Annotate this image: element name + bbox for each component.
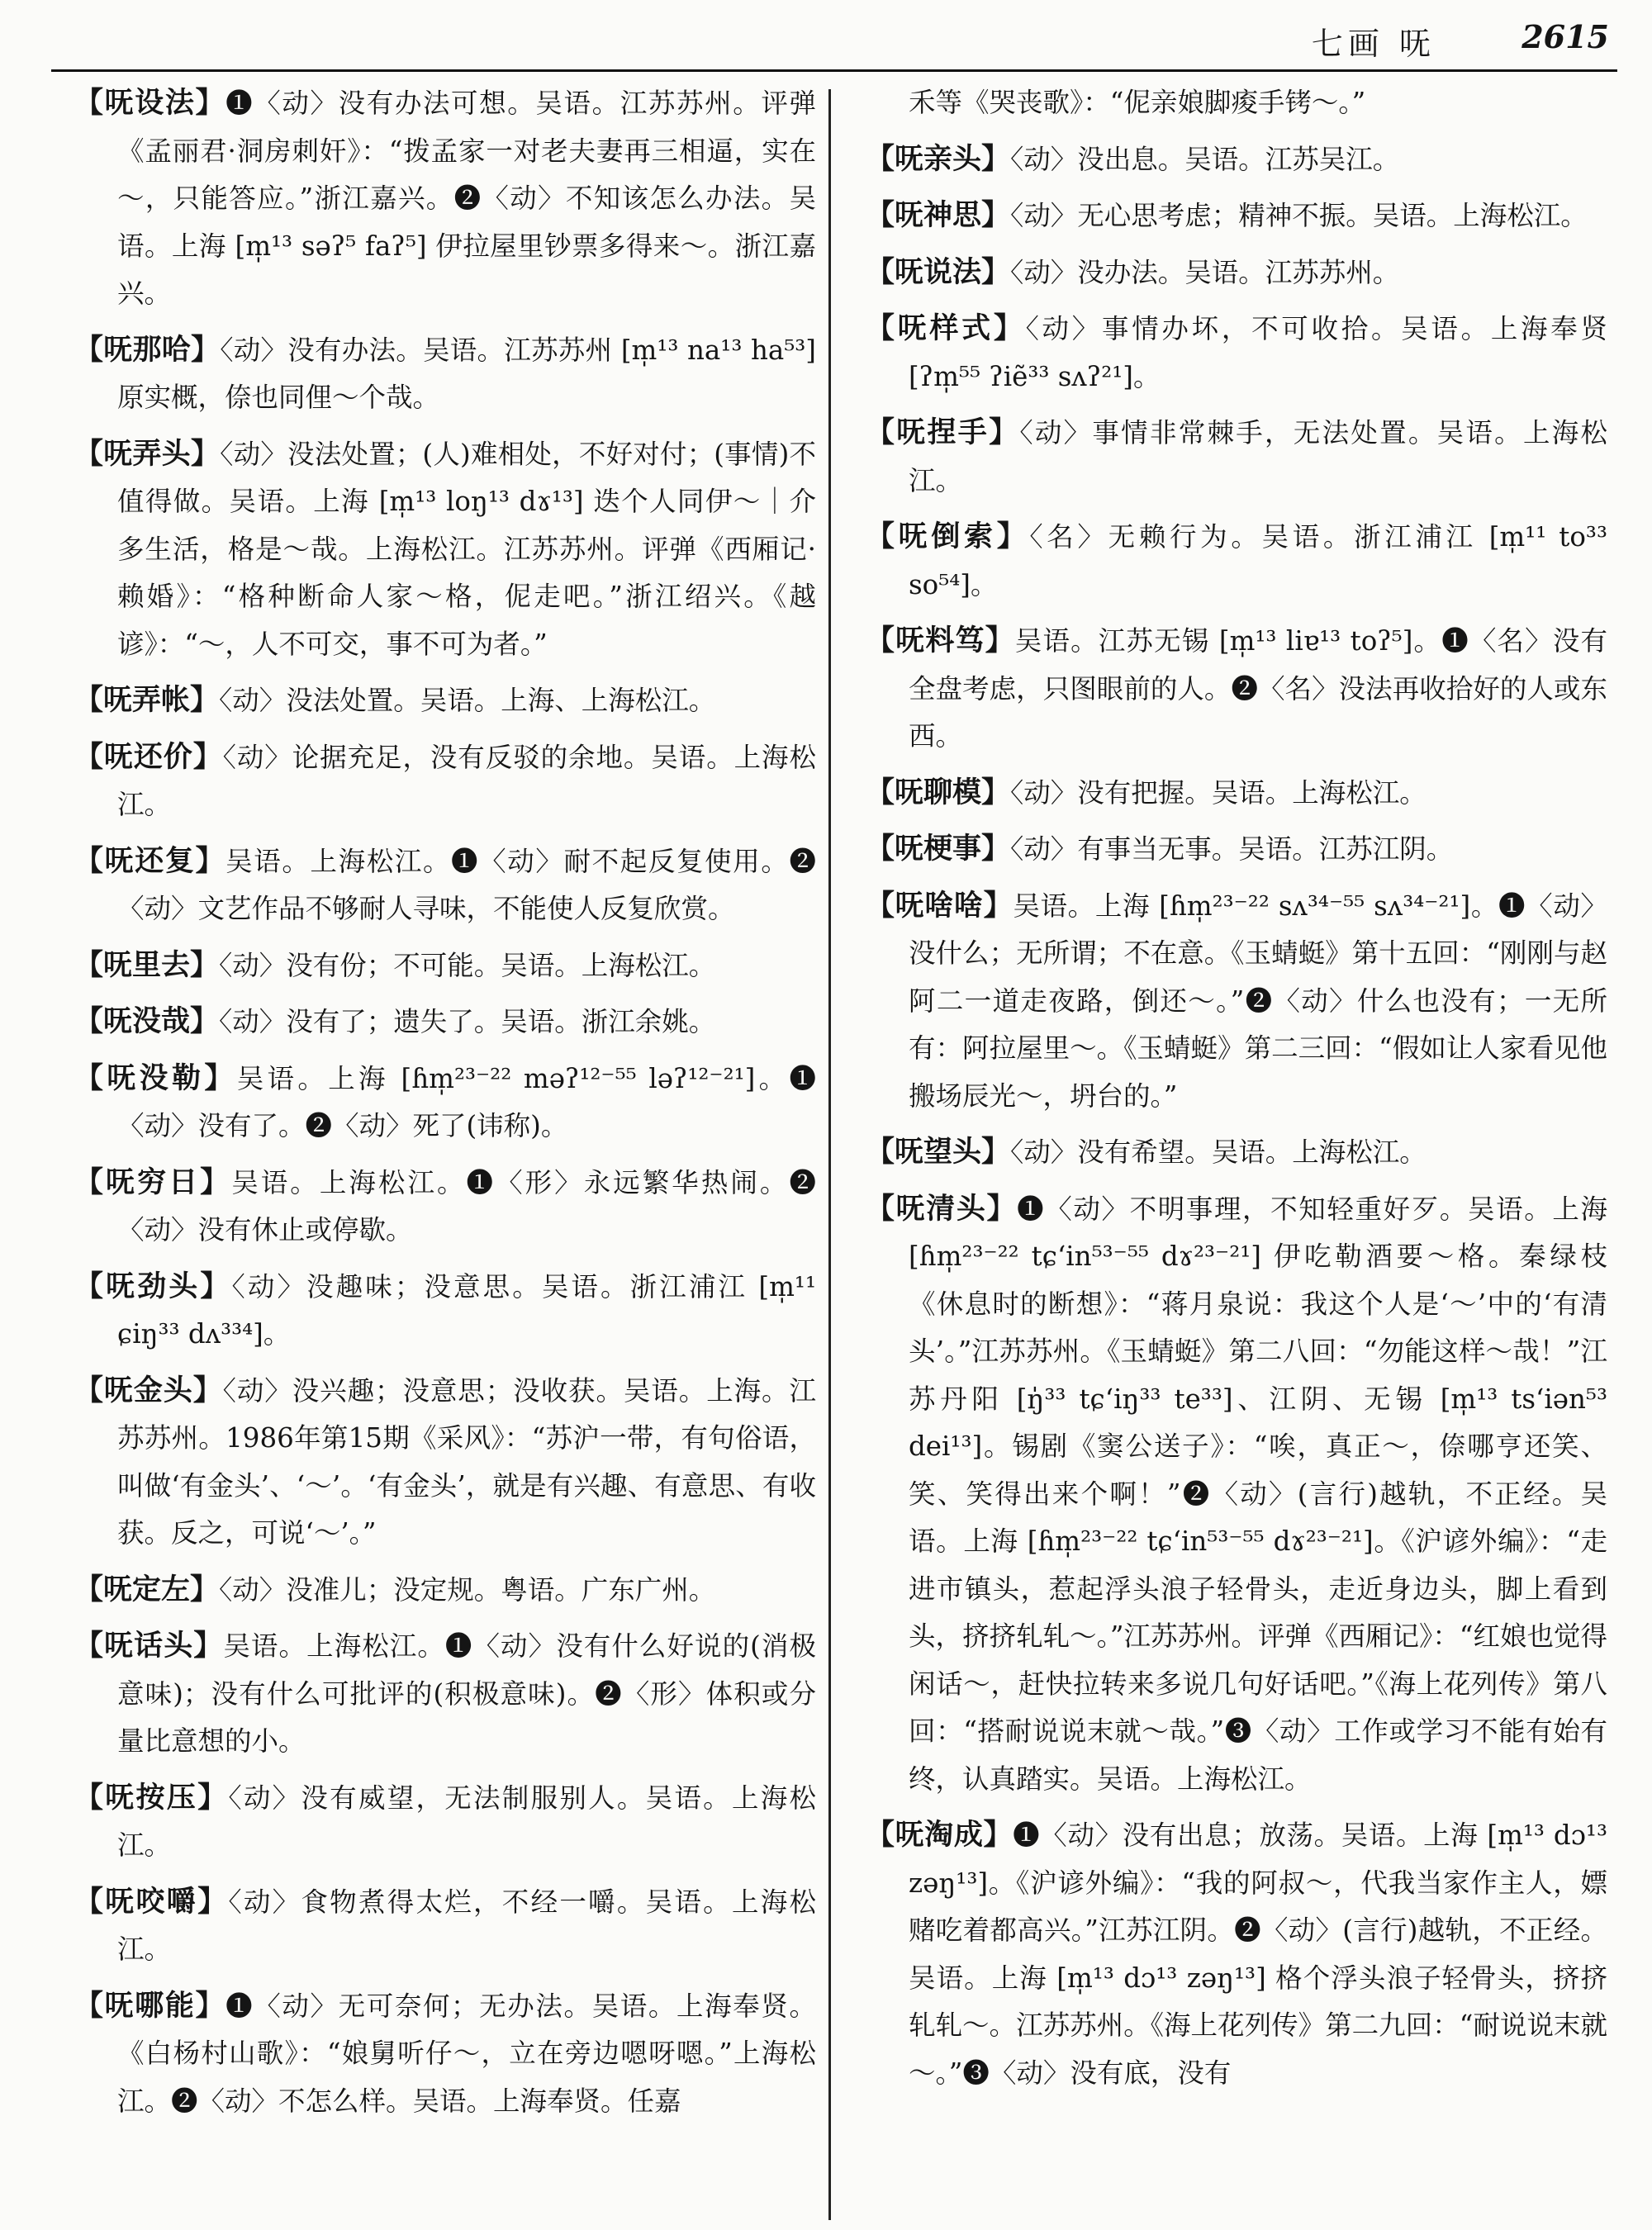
definition: 〈动〉没法处置；(人)难相处，不好对付；(事情)不值得做。吴语。上海 [m̩¹³ loŋ¹³ dɤ¹³] 迭个人同伊～｜介多生活，格是～哉。上海松江。江苏苏州。评弹《西厢记·赖婚》：“格种断命人家～格，伲走吧。”浙江绍兴。《越谚》：“～，人不可交，事不可为者。”	[117, 438, 816, 660]
header-rule	[51, 69, 1617, 72]
dictionary-entry	[74, 79, 816, 318]
headword: 【呒咬嚼】	[74, 1884, 229, 1919]
continued-entry	[866, 79, 1607, 127]
headword: 【呒设法】	[74, 86, 226, 120]
headword: 【呒亲头】	[866, 141, 1011, 176]
headword: 【呒没勒】	[74, 1060, 237, 1095]
definition: 〈动〉没趣味；没意思。吴语。浙江浦江 [m̩¹¹ ɕiŋ³³ dʌ³³⁴]。	[117, 1270, 816, 1350]
definition: 〈动〉有事当无事。吴语。江苏江阴。	[1010, 833, 1454, 865]
definition: 〈动〉事情办坏，不可收拾。吴语。上海奉贤 [ʔm̩⁵⁵ ʔiẽ³³ sʌʔ²¹]。	[909, 313, 1607, 392]
dictionary-entry	[74, 1055, 816, 1151]
section-title: 七画 呒	[1311, 26, 1436, 62]
definition: 吴语。上海松江。❶〈形〉永远繁华热闹。❷〈动〉没有休止或停歇。	[117, 1166, 816, 1245]
dictionary-entry	[74, 1878, 816, 1974]
headword: 【呒里去】	[74, 947, 220, 982]
headword: 【呒淘成】	[866, 1818, 1014, 1852]
definition: 吴语。江苏无锡 [m̩¹³ liɐ¹³ toʔ⁵]。❶〈名〉没有全盘考虑，只图眼前的人。❷〈名〉没法再收拾好的人或东西。	[909, 625, 1607, 752]
headword: 【呒聊模】	[866, 775, 1011, 809]
headword: 【呒穷日】	[74, 1165, 232, 1199]
headword: 【呒样式】	[866, 311, 1026, 345]
headword: 【呒按压】	[74, 1780, 229, 1815]
dictionary-entry	[866, 825, 1607, 874]
definition: 〈动〉论据充足，没有反驳的余地。吴语。上海松江。	[117, 741, 816, 820]
headword: 【呒定左】	[74, 1572, 220, 1606]
headword: 【呒那哈】	[74, 332, 221, 367]
headword: 【呒梗事】	[866, 832, 1011, 866]
definition: 〈动〉没有希望。吴语。上海松江。	[1010, 1136, 1427, 1168]
headword: 【呒劲头】	[74, 1269, 232, 1303]
dictionary-entry	[74, 733, 816, 829]
headword: 【呒说法】	[866, 254, 1011, 289]
dictionary-entry	[866, 192, 1607, 240]
dictionary-entry	[866, 249, 1607, 297]
headword: 【呒捏手】	[866, 415, 1020, 449]
dictionary-entry	[866, 409, 1607, 505]
definition: 〈动〉没准儿；没定规。粤语。广东广州。	[219, 1573, 716, 1606]
definition: 〈动〉没有威望，无法制服别人。吴语。上海松江。	[117, 1782, 816, 1861]
definition: 〈动〉没有了；遗失了。吴语。浙江余姚。	[219, 1006, 716, 1037]
definition: 〈动〉没办法。吴语。江苏苏州。	[1010, 256, 1400, 288]
definition: 〈动〉事情非常棘手，无法处置。吴语。上海松江。	[909, 417, 1607, 496]
definition: 〈动〉没兴趣；没意思；没收获。吴语。上海。江苏苏州。1986年第15期《采风》：“苏沪一带，有句俗语，叫做‘有金头’、‘～’。‘有金头’，就是有兴趣、有意思、有收获。反之，可说‘～’。”	[117, 1374, 816, 1549]
definition: 〈名〉无赖行为。吴语。浙江浦江 [m̩¹¹ to³³ so⁵⁴]。	[909, 521, 1607, 600]
column-divider	[828, 89, 831, 2220]
dictionary-entry	[74, 837, 816, 933]
left-column	[74, 79, 816, 2133]
definition: ❶〈动〉没有办法可想。吴语。江苏苏州。评弹《孟丽君·洞房刺奸》：“拨孟家一对老夫妻再三相逼，实在～，只能答应。”浙江嘉兴。❷〈动〉不知该怎么办法。吴语。上海 [m̩¹³ səʔ⁵ faʔ⁵] 伊拉屋里钞票多得来～。浙江嘉兴。	[117, 88, 816, 309]
headword: 【呒弄头】	[74, 436, 221, 471]
dictionary-entry	[74, 942, 816, 990]
page-header	[0, 0, 1652, 73]
definition: 〈动〉没法处置。吴语。上海、上海松江。	[219, 685, 716, 716]
definition: ❶〈动〉无可奈何；无办法。吴语。上海奉贤。《白杨村山歌》：“娘舅听仔～，立在旁边嗯呀嗯。”上海松江。❷〈动〉不怎么样。吴语。上海奉贤。任嘉	[117, 1990, 816, 2117]
dictionary-entry	[74, 1263, 816, 1359]
dictionary-entry	[74, 676, 816, 725]
dictionary-entry	[74, 998, 816, 1046]
headword: 【呒哪能】	[74, 1988, 226, 2023]
definition: 〈动〉食物煮得太烂，不经一嚼。吴语。上海松江。	[117, 1886, 816, 1965]
headword: 【呒还复】	[74, 843, 226, 878]
dictionary-entry	[866, 769, 1607, 818]
headword: 【呒金头】	[74, 1373, 223, 1407]
headword: 【呒还价】	[74, 739, 223, 774]
definition: 吴语。上海松江。❶〈动〉耐不起反复使用。❷〈动〉文艺作品不够耐人寻味，不能使人反复欣赏。	[117, 845, 816, 924]
definition: ❶〈动〉不明事理，不知轻重好歹。吴语。上海 [ɦm̩²³⁻²² tɕʻin⁵³⁻⁵⁵ dɤ²³⁻²¹] 伊吃勒酒要～格。秦绿枝《休息时的断想》：“蒋月泉说：我这个人是‘～’中的‘有清头’。”江苏苏州。《玉蜻蜓》第二八回：“勿能这样～哉！”江苏丹阳 [ŋ̍³³ tɕʻiŋ³³ te³³]、江阴、无锡 [m̩¹³ tsʻiən⁵³ dei¹³]。锡剧《窦公送子》：“唉，真正～，倷哪亨还笑、笑、笑得出来个啊！”❷〈动〉(言行)越轨，不正经。吴语。上海 [ɦm̩²³⁻²² tɕʻin⁵³⁻⁵⁵ dɤ²³⁻²¹]。《沪谚外编》：“走进市镇头，惹起浮头浪子轻骨头，走近身边头，脚上看到头，挤挤轧轧～。”江苏苏州。评弹《西厢记》：“红娘也觉得闲话～，赶快拉转来多说几句好话吧。”《海上花列传》第八回：“搭耐说说末就～哉。”❸〈动〉工作或学习不能有始有终，认真踏实。吴语。上海松江。	[909, 1193, 1607, 1795]
right-column	[866, 79, 1607, 2105]
definition: 〈动〉没出息。吴语。江苏吴江。	[1010, 143, 1400, 175]
headword: 【呒话头】	[74, 1629, 224, 1663]
dictionary-entry	[866, 1185, 1607, 1804]
dictionary-entry	[866, 135, 1607, 184]
dictionary-entry	[74, 1159, 816, 1255]
dictionary-entry	[866, 617, 1607, 761]
headword: 【呒没哉】	[74, 1004, 220, 1038]
definition: 吴语。上海松江。❶〈动〉没有什么好说的(消极意味)；没有什么可批评的(积极意味)。❷〈形〉体积或分量比意想的小。	[117, 1630, 816, 1757]
dictionary-entry	[866, 882, 1607, 1121]
definition: 吴语。上海 [ɦm̩²³⁻²² sʌ³⁴⁻⁵⁵ sʌ³⁴⁻²¹]。❶〈动〉没什么；无所谓；不在意。《玉蜻蜓》第十五回：“刚刚与赵阿二一道走夜路，倒还～。”❷〈动〉什么也没有；一无所有：阿拉屋里～。《玉蜻蜓》第二三回：“假如让人家看见他搬场辰光～，坍台的。”	[909, 890, 1607, 1112]
definition: ❶〈动〉没有出息；放荡。吴语。上海 [m̩¹³ dɔ¹³ zəŋ¹³]。《沪谚外编》：“我的阿叔～，代我当家作主人，嫖赌吃着都高兴。”江苏江阴。❷〈动〉(言行)越轨，不正经。吴语。上海 [m̩¹³ dɔ¹³ zəŋ¹³] 格个浮头浪子轻骨头，挤挤轧轧～。江苏苏州。《海上花列传》第二九回：“耐说说末就～。”❸〈动〉没有底，没有	[909, 1820, 1607, 2089]
headword: 【呒神思】	[866, 198, 1011, 232]
dictionary-entry	[74, 430, 816, 669]
dictionary-entry	[866, 305, 1607, 401]
page-number: 2615	[1521, 18, 1609, 55]
dictionary-entry	[866, 1128, 1607, 1177]
headword: 【呒弄帐】	[74, 683, 220, 717]
dictionary-entry	[866, 1811, 1607, 2097]
definition: 〈动〉没有把握。吴语。上海松江。	[1010, 776, 1427, 809]
dictionary-entry	[74, 326, 816, 422]
definition: 吴语。上海 [ɦm̩²³⁻²² məʔ¹²⁻⁵⁵ ləʔ¹²⁻²¹]。❶〈动〉没有了。❷〈动〉死了(讳称)。	[117, 1062, 816, 1141]
headword: 【呒倒索】	[866, 520, 1030, 553]
headword: 【呒望头】	[866, 1135, 1011, 1169]
definition: 〈动〉没有办法。吴语。江苏苏州 [m̩¹³ na¹³ ha⁵³] 原实概，倷也同俚～个哉。	[117, 334, 816, 413]
dictionary-entry	[74, 1566, 816, 1615]
dictionary-entry	[74, 1982, 816, 2126]
dictionary-entry	[74, 1774, 816, 1870]
dictionary-entry	[866, 513, 1607, 609]
definition: 禾等《哭丧歌》：“伲亲娘脚痠手铐～。”	[909, 87, 1366, 118]
headword: 【呒料笃】	[866, 624, 1015, 657]
headword: 【呒清头】	[866, 1191, 1018, 1226]
definition: 〈动〉无心思考虑；精神不振。吴语。上海松江。	[1010, 200, 1588, 231]
dictionary-entry	[74, 1367, 816, 1558]
headword: 【呒啥啥】	[866, 888, 1014, 923]
dictionary-entry	[74, 1622, 816, 1766]
definition: 〈动〉没有份；不可能。吴语。上海松江。	[219, 949, 716, 981]
